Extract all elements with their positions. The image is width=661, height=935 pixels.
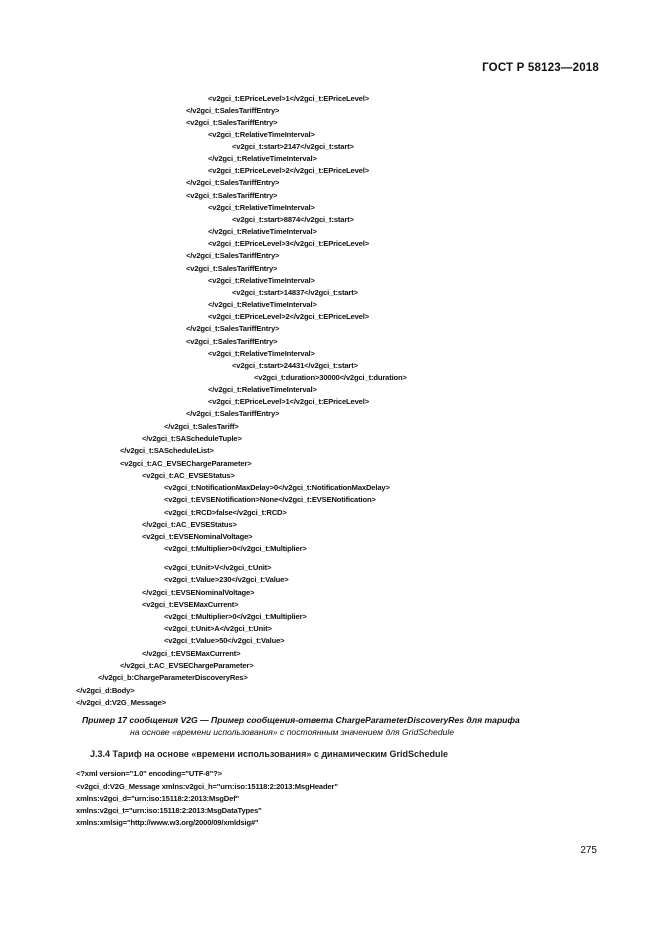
code-line: <v2gci_d:V2G_Message xmlns:v2gci_h="urn:iso:15118:2:2013:MsgHeader" (76, 782, 338, 791)
code-line: <v2gci_t:Value>230</v2gci_t:Value> (164, 575, 289, 584)
code-line: </v2gci_t:AC_EVSEStatus> (142, 520, 237, 529)
code-line: <v2gci_t:EPriceLevel>2</v2gci_t:EPriceLevel> (208, 312, 369, 321)
code-line: <v2gci_t:EVSEMaxCurrent> (142, 600, 239, 609)
code-line: </v2gci_t:SAScheduleTuple> (142, 434, 242, 443)
code-line: </v2gci_t:EVSEMaxCurrent> (142, 649, 241, 658)
code-line: </v2gci_t:SalesTariffEntry> (186, 324, 280, 333)
code-line: <v2gci_t:duration>30000</v2gci_t:duration> (254, 373, 407, 382)
code-line: <v2gci_t:Unit>A</v2gci_t:Unit> (164, 624, 272, 633)
caption-subtitle: на основе «времени использования» с постоянным значением для GridSchedule (130, 727, 455, 737)
code-line: </v2gci_t:EVSENominalVoltage> (142, 588, 255, 597)
code-line: <v2gci_t:Value>50</v2gci_t:Value> (164, 636, 285, 645)
page-number: 275 (580, 845, 597, 856)
code-line: <v2gci_t:SalesTariffEntry> (186, 118, 278, 127)
code-line: <?xml version="1.0" encoding="UTF-8"?> (76, 769, 222, 778)
code-line: </v2gci_t:RelativeTimeInterval> (208, 227, 317, 236)
code-line: </v2gci_d:V2G_Message> (76, 698, 166, 707)
code-line: <v2gci_t:start>8874</v2gci_t:start> (232, 215, 354, 224)
code-line: <v2gci_t:EVSENominalVoltage> (142, 532, 253, 541)
code-line: <v2gci_t:Multiplier>0</v2gci_t:Multiplier> (164, 612, 307, 621)
code-line: xmlns:xmlsig="http://www.w3.org/2000/09/xmldsig#" (76, 818, 259, 827)
code-line: <v2gci_t:RelativeTimeInterval> (208, 349, 315, 358)
code-line: xmlns:v2gci_d="urn:iso:15118:2:2013:MsgDef" (76, 794, 240, 803)
code-line: <v2gci_t:EPriceLevel>1</v2gci_t:EPriceLevel> (208, 397, 369, 406)
code-line: <v2gci_t:SalesTariffEntry> (186, 264, 278, 273)
code-line: <v2gci_t:EPriceLevel>3</v2gci_t:EPriceLevel> (208, 239, 369, 248)
code-line: <v2gci_t:RelativeTimeInterval> (208, 276, 315, 285)
code-line: xmlns:v2gci_t="urn:iso:15118:2:2013:MsgDataTypes" (76, 806, 262, 815)
code-line: <v2gci_t:AC_EVSEStatus> (142, 471, 235, 480)
code-line: <v2gci_t:RCD>false</v2gci_t:RCD> (164, 508, 287, 517)
code-line: </v2gci_t:SAScheduleList> (120, 446, 214, 455)
code-line: <v2gci_t:EVSENotification>None</v2gci_t:EVSENotification> (164, 495, 376, 504)
code-line: <v2gci_t:RelativeTimeInterval> (208, 203, 315, 212)
code-line: </v2gci_t:SalesTariffEntry> (186, 409, 280, 418)
section-heading: J.3.4 Тариф на основе «времени использования» с динамическим GridSchedule (90, 749, 449, 759)
code-line: <v2gci_t:AC_EVSEChargeParameter> (120, 459, 252, 468)
caption-title: Пример 17 сообщения V2G — Пример сообщения-ответа ChargeParameterDiscoveryRes для тарифа (82, 715, 520, 725)
code-line: </v2gci_t:SalesTariffEntry> (186, 106, 280, 115)
code-line: <v2gci_t:RelativeTimeInterval> (208, 130, 315, 139)
code-line: <v2gci_t:start>14837</v2gci_t:start> (232, 288, 358, 297)
code-line: </v2gci_t:SalesTariffEntry> (186, 251, 280, 260)
code-line: <v2gci_t:start>24431</v2gci_t:start> (232, 361, 358, 370)
code-line: <v2gci_t:Multiplier>0</v2gci_t:Multiplier> (164, 544, 307, 553)
code-line: <v2gci_t:EPriceLevel>1</v2gci_t:EPriceLevel> (208, 94, 369, 103)
code-line: </v2gci_t:SalesTariffEntry> (186, 178, 280, 187)
example-caption (82, 714, 602, 738)
code-line: </v2gci_t:RelativeTimeInterval> (208, 154, 317, 163)
code-line: <v2gci_t:NotificationMaxDelay>0</v2gci_t:NotificationMaxDelay> (164, 483, 390, 492)
code-line: </v2gci_b:ChargeParameterDiscoveryRes> (98, 673, 248, 682)
code-line: <v2gci_t:SalesTariffEntry> (186, 191, 278, 200)
code-line: </v2gci_t:RelativeTimeInterval> (208, 385, 317, 394)
code-line: <v2gci_t:Unit>V</v2gci_t:Unit> (164, 563, 272, 572)
document-id: ГОСТ Р 58123—2018 (482, 62, 599, 74)
code-line: </v2gci_t:AC_EVSEChargeParameter> (120, 661, 254, 670)
code-line: <v2gci_t:SalesTariffEntry> (186, 337, 278, 346)
code-line: <v2gci_t:start>2147</v2gci_t:start> (232, 142, 354, 151)
code-line: </v2gci_t:SalesTariff> (164, 422, 239, 431)
code-line: </v2gci_d:Body> (76, 686, 135, 695)
code-line: <v2gci_t:EPriceLevel>2</v2gci_t:EPriceLevel> (208, 166, 369, 175)
code-line: </v2gci_t:RelativeTimeInterval> (208, 300, 317, 309)
